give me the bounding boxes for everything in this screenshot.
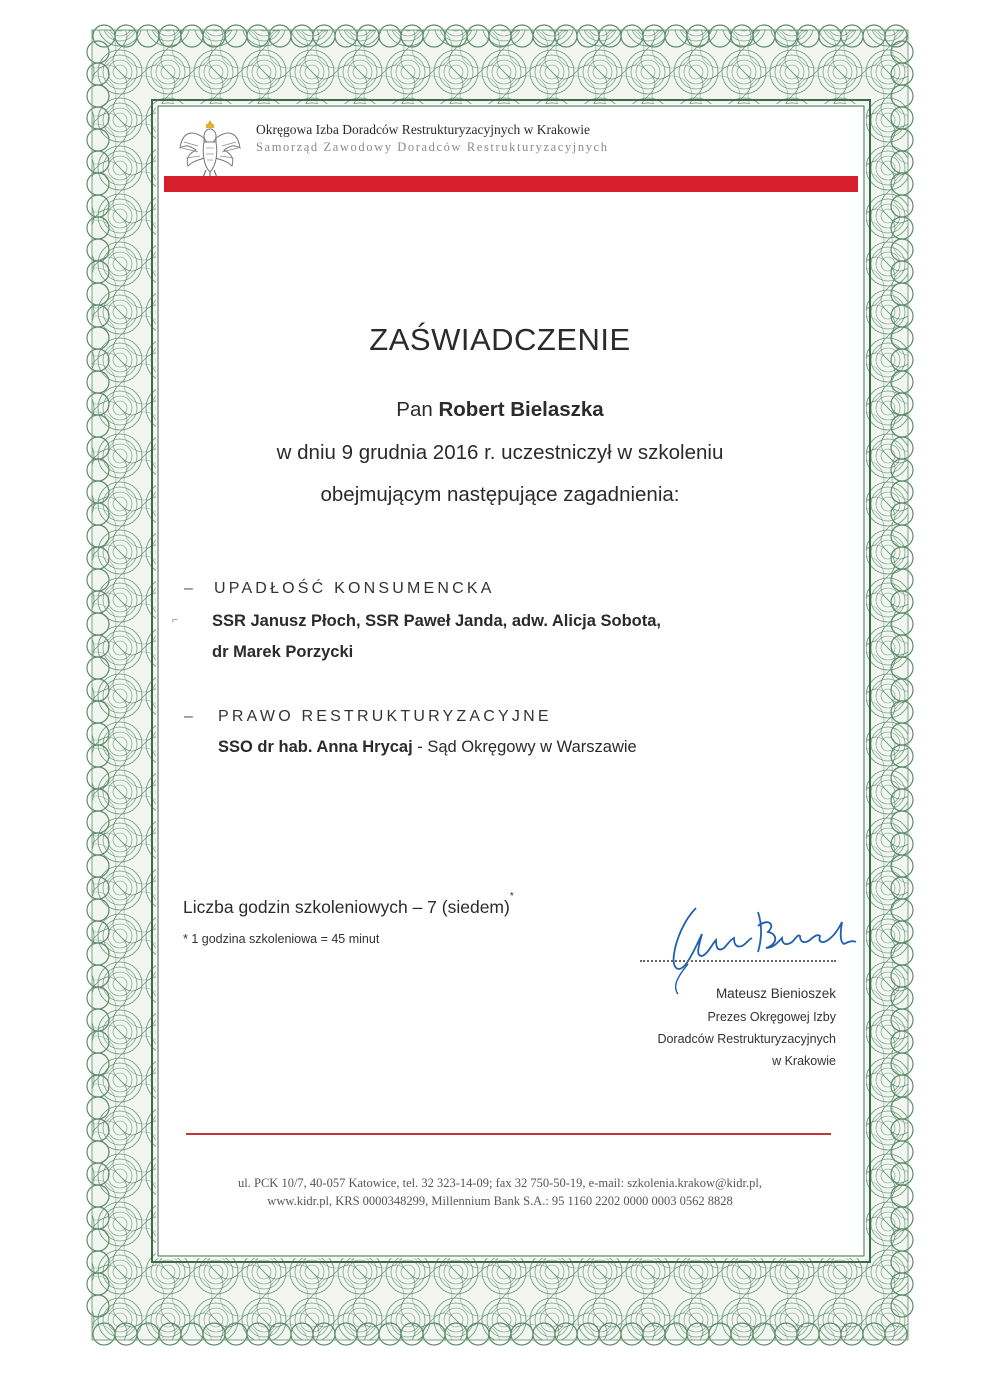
signatory-role: w Krakowie (772, 1054, 836, 1068)
signature-line (640, 960, 836, 962)
handwritten-signature (658, 890, 862, 1000)
topic-dash: – (184, 580, 193, 597)
hours-footnote: * 1 godzina szkoleniowa = 45 minut (183, 932, 380, 946)
recipient-line (0, 398, 1000, 422)
signatory-role: Prezes Okręgowej Izby (707, 1010, 836, 1024)
org-subtitle: Samorząd Zawodowy Doradców Restrukturyzacyjnych (256, 140, 609, 154)
speaker-name: SSO dr hab. Anna Hrycaj (218, 738, 413, 756)
footer-registry: www.kidr.pl, KRS 0000348299, Millennium Bank S.A.: 95 1160 2202 0000 0003 0562 8828 (267, 1194, 733, 1208)
topic-speakers: SSR Janusz Płoch, SSR Paweł Janda, adw. Alicja Sobota, (212, 612, 661, 630)
header-red-bar (164, 176, 858, 192)
certificate-title: ZAŚWIADCZENIE (369, 322, 631, 357)
topic-title: UPADŁOŚĆ KONSUMENCKA (214, 580, 495, 597)
signatory-name: Mateusz Bienioszek (715, 986, 836, 1001)
topic-speakers (218, 738, 637, 757)
topics-intro-line: obejmującym następujące zagadnienia: (320, 483, 680, 506)
certificate-body (164, 112, 860, 1250)
footnote-marker: * (509, 891, 514, 902)
salutation: Pan (396, 398, 433, 421)
footer-red-line (186, 1133, 831, 1135)
topic-dash: – (184, 708, 193, 725)
training-hours (183, 891, 514, 918)
speaker-affiliation: - Sąd Okręgowy w Warszawie (412, 738, 637, 756)
signatory-role: Doradców Restrukturyzacyjnych (657, 1032, 836, 1046)
recipient-name: Robert Bielaszka (438, 398, 604, 421)
footer-address: ul. PCK 10/7, 40-057 Katowice, tel. 32 323-14-09; fax 32 750-50-19, e-mail: szkolenia.krakow@kidr.pl, (238, 1176, 762, 1190)
attendance-line: w dniu 9 grudnia 2016 r. uczestniczył w szkoleniu (276, 441, 724, 464)
org-name: Okręgowa Izba Doradców Restrukturyzacyjnych w Krakowie (256, 122, 590, 137)
training-hours-text: Liczba godzin szkoleniowych – 7 (siedem) (183, 897, 510, 917)
topic-title: PRAWO RESTRUKTURYZACYJNE (218, 708, 552, 725)
scan-mark: ⌐ (172, 615, 178, 626)
topic-speakers: dr Marek Porzycki (212, 643, 354, 661)
